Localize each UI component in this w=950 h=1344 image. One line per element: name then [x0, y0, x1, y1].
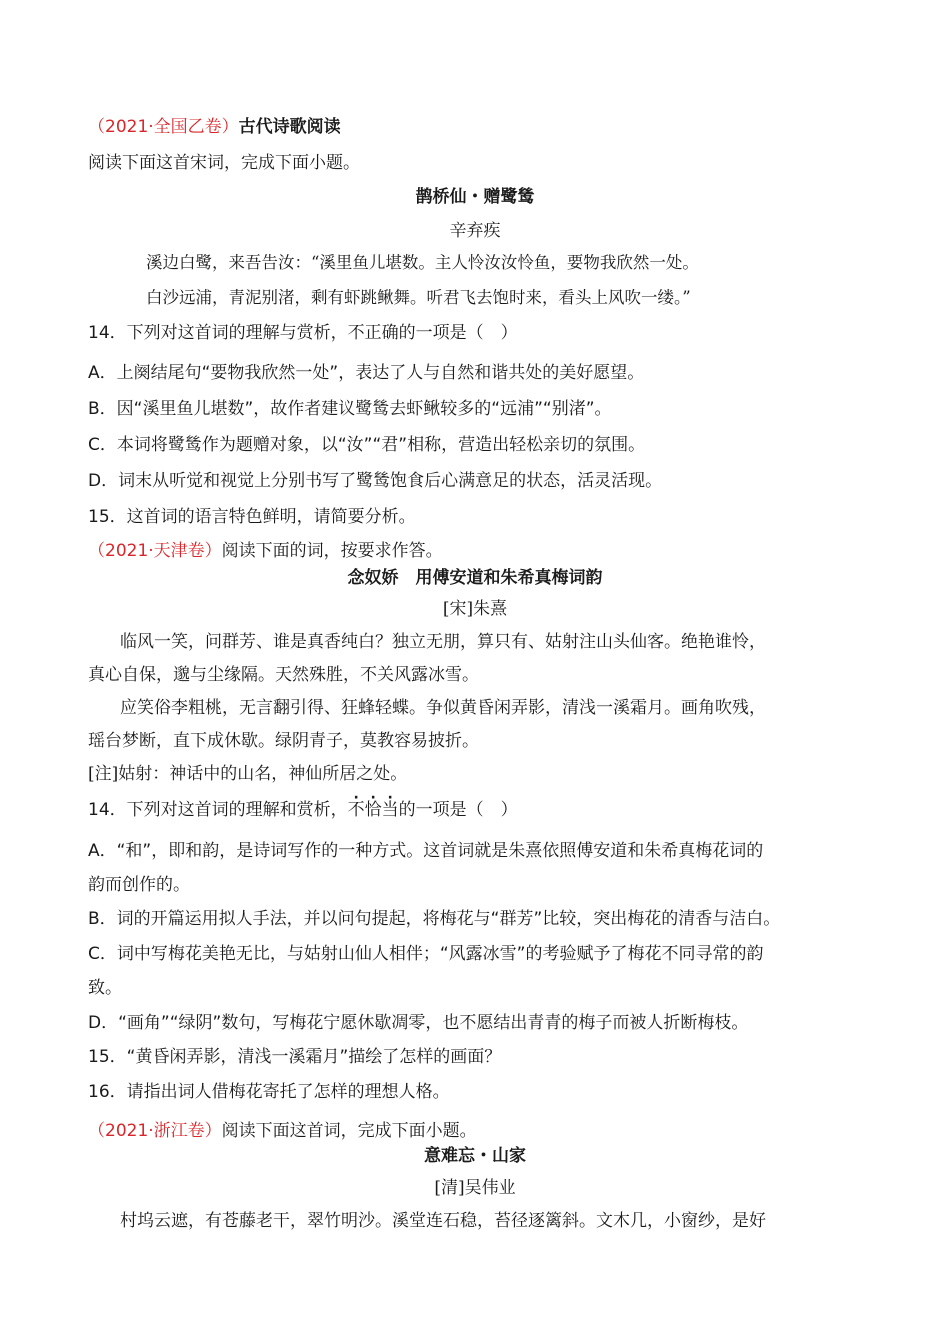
- section3-tag: （2021·浙江卷）: [88, 1121, 222, 1141]
- section1-poem-line: 溪边白鹭，来吾告汝：“溪里鱼儿堪数。主人怜汝汝怜鱼，要物我欣然一处。: [146, 253, 699, 272]
- section1-instruction: 阅读下面这首宋词，完成下面小题。: [88, 153, 360, 173]
- section2-q16: 16．请指出词人借梅花寄托了怎样的理想人格。: [88, 1082, 450, 1102]
- section1-tag: （2021·全国乙卷）: [88, 117, 239, 137]
- section3-poem-title: 意难忘・山家: [424, 1146, 526, 1166]
- section1-option-a: A．上阕结尾句“要物我欣然一处”，表达了人与自然和谐共处的美好愿望。: [88, 363, 645, 383]
- emphasis-char: 恰: [364, 800, 382, 820]
- section2-poem-title: 念奴娇 用傅安道和朱希真梅词韵: [347, 568, 603, 588]
- section2-option-c: C．词中写梅花美艳无比，与姑射山仙人相伴；“风露冰雪”的考验赋予了梅花不同寻常的韵: [88, 944, 764, 964]
- section2-tag: （2021·天津卷）: [88, 541, 222, 561]
- section3-author: [清]吴伟业: [434, 1178, 516, 1198]
- section1-heading: [88, 116, 341, 138]
- section1-option-b: B．因“溪里鱼儿堪数”，故作者建议鹭鸶去虾鳅较多的“远浦”“别渚”。: [88, 399, 612, 419]
- section2-q14-emphasis: [348, 800, 399, 820]
- section2-option-a: A．“和”，即和韵，是诗词写作的一种方式。这首词就是朱熹依照傅安道和朱希真梅花词的: [88, 841, 764, 861]
- section2-option-b: B．词的开篇运用拟人手法，并以问句提起，将梅花与“群芳”比较，突出梅花的清香与洁白。: [88, 909, 781, 929]
- emphasis-char: 当: [381, 800, 399, 820]
- section1-poem-line: 白沙远浦，青泥别渚，剩有虾跳鳅舞。听君飞去饱时来，看头上风吹一缕。”: [146, 288, 691, 307]
- section2-note: [注]姑射：神话中的山名，神仙所居之处。: [88, 764, 408, 784]
- section2-q14-before: 14．下列对这首词的理解和赏析，: [88, 800, 348, 820]
- section2-q15: 15．“黄昏闲弄影，清浅一溪霜月”描绘了怎样的画面？: [88, 1047, 502, 1067]
- section1-option-c: C．本词将鹭鸶作为题赠对象，以“汝”“君”相称，营造出轻松亲切的氛围。: [88, 435, 646, 455]
- section2-heading: [88, 540, 443, 562]
- section2-poem-line: 应笑俗李粗桃，无言翻引得、狂蜂轻蝶。争似黄昏闲弄影，清浅一溪霜月。画角吹残，: [120, 698, 766, 718]
- section1-topic: 古代诗歌阅读: [238, 117, 341, 137]
- section3-poem-line: 村坞云遮，有苍藤老干，翠竹明沙。溪堂连石稳，苔径逐篱斜。文木几，小窗纱，是好: [120, 1211, 766, 1231]
- section1-q14: 14．下列对这首词的理解与赏析，不正确的一项是（ ）: [88, 323, 518, 343]
- section2-instruction: 阅读下面的词，按要求作答。: [221, 541, 443, 561]
- section1-poem-title: 鹊桥仙・赠鹭鸶: [415, 187, 535, 207]
- section2-author: [宋]朱熹: [442, 599, 508, 619]
- section1-option-d: D．词末从听觉和视觉上分别书写了鹭鸶饱食后心满意足的状态，活灵活现。: [88, 471, 663, 491]
- section1-author: 辛弃疾: [449, 221, 501, 241]
- section3-instruction: 阅读下面这首词，完成下面小题。: [221, 1121, 477, 1141]
- section2-option-a-cont: 韵而创作的。: [88, 875, 190, 895]
- section3-heading: [88, 1120, 477, 1142]
- emphasis-char: 不: [347, 800, 365, 820]
- section2-q14-after: 的一项是（ ）: [398, 800, 518, 820]
- section2-option-d: D．“画角”“绿阴”数句，写梅花宁愿休歇凋零，也不愿结出青青的梅子而被人折断梅枝。: [88, 1013, 749, 1033]
- section2-poem-line: 临风一笑，问群芳、谁是真香纯白？独立无朋，算只有、姑射注山头仙客。绝艳谁怜，: [120, 632, 766, 652]
- section2-poem-line: 真心自保，邈与尘缘隔。天然殊胜，不关风露冰雪。: [88, 665, 479, 685]
- section2-q14: [88, 799, 518, 821]
- section1-q15: 15．这首词的语言特色鲜明，请简要分析。: [88, 507, 416, 527]
- section2-poem-line: 瑶台梦断，直下成休歇。绿阴青子，莫教容易披折。: [88, 731, 479, 751]
- section2-option-c-cont: 致。: [88, 978, 122, 998]
